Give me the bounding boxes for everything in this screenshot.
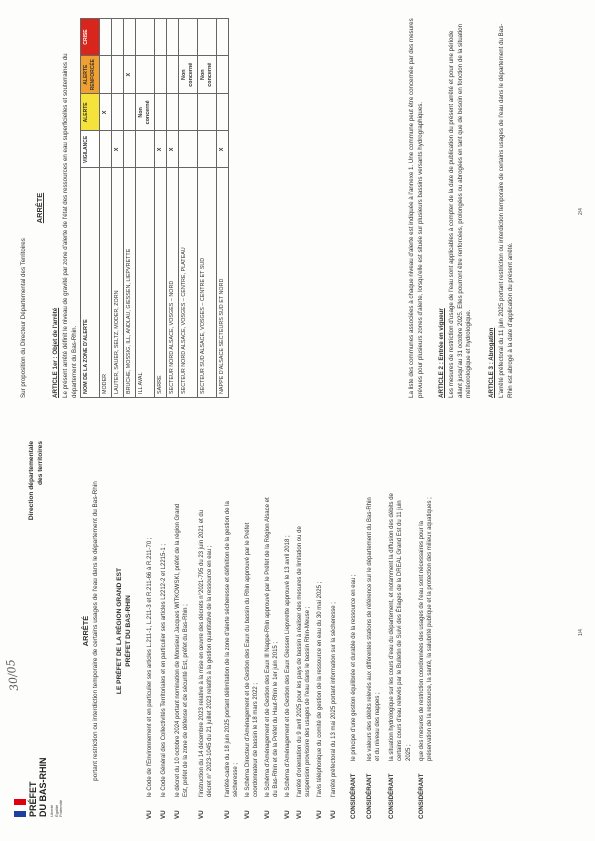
vigilance-cell bbox=[136, 131, 155, 168]
header-alerte-renforcee: ALERTE RENFORCÉE bbox=[81, 56, 100, 94]
alerte-renforcee-cell bbox=[155, 56, 167, 94]
considerant-label: CONSIDÉRANT bbox=[418, 773, 425, 819]
alerte-renforcee-cell bbox=[100, 56, 112, 94]
vu-text: l'arrêté préfectoral du 13 mai 2025 portant information sur la sécheresse ; bbox=[331, 602, 337, 797]
crise-cell bbox=[179, 19, 198, 56]
marianne-flag-icon bbox=[14, 799, 26, 817]
after-table-text: La liste des communes associées à chaque niveau d'alerte est indiquée à l'annexe 1. Une commune peut être concernée par des mesures prévues pour plusieurs zones d'alerte, lorsqu'elle est située sur plusieurs bassins versants hydrographiques. bbox=[408, 18, 424, 398]
vu-text: le Code de l'Environnement et en particulier ses articles L.211-1, L.211-3 et R.211-66 à R.211-70 ; bbox=[147, 537, 153, 797]
authority-line2: PRÉFET DU BAS-RHIN bbox=[124, 595, 132, 667]
crise-cell bbox=[112, 19, 124, 56]
vu-label: VU bbox=[264, 810, 271, 819]
vigilance-cell bbox=[124, 131, 136, 168]
intro: Sur proposition du Directeur Départemental des Territoires bbox=[20, 238, 27, 398]
zone-cell: LAUTER, SAUER, SELTZ, MODER, ZORN bbox=[112, 168, 124, 398]
vigilance-cell: X bbox=[167, 131, 179, 168]
table-header-row bbox=[81, 19, 100, 398]
alerte-renforcee-cell bbox=[112, 56, 124, 94]
alerte-renforcee-cell bbox=[217, 56, 229, 94]
header-crise: CRISE bbox=[81, 19, 100, 56]
zone-cell: SECTEUR NORD ALSACE, VOSGES – CENTRE, PLATEAU bbox=[179, 168, 198, 398]
alerte-cell bbox=[198, 94, 217, 131]
alert-zones-table bbox=[80, 18, 229, 398]
authority bbox=[116, 481, 133, 781]
alerte-cell bbox=[155, 94, 167, 131]
table-row bbox=[136, 19, 155, 398]
article1-text: Le présent arrêté définit le niveau de gravité par zone d'alerte de l'état des ressources en eau superficielles et souterraines du département du Bas-Rhin. bbox=[62, 53, 78, 398]
table-row bbox=[100, 19, 112, 398]
vu-label: VU bbox=[316, 810, 323, 819]
alerte-cell: Non concerné bbox=[136, 94, 155, 131]
left-title: ARRÊTÉ bbox=[81, 615, 90, 647]
alerte-renforcee-cell: Non concerné bbox=[198, 56, 217, 94]
vu-label: VU bbox=[160, 810, 167, 819]
article2-title: ARTICLE 2 : Entrée en vigueur bbox=[438, 308, 445, 398]
vu-label: VU bbox=[244, 810, 251, 819]
table-row bbox=[112, 19, 124, 398]
vu-label: VU bbox=[224, 810, 231, 819]
vu-text: le Schéma d'Aménagement et de Gestion des Eaux Ill Nappe-Rhin approuvé par le Préfet de la Région Alsace et du Bas-Rhin et de la Préfet du Haut-Rhin le 1er juin 2015 ; bbox=[265, 497, 280, 797]
article3-text: L'arrêté préfectoral du 11 juin 2025 portant restriction ou interdiction temporaire de certains usages de l'eau dans le département du Bas-Rhin est abrogé à la date d'application du présent arrêté. bbox=[498, 23, 514, 398]
zone-cell: ILL AVAL bbox=[136, 168, 155, 398]
alerte-cell bbox=[217, 94, 229, 131]
vu-label: VU bbox=[330, 810, 337, 819]
considerant-label: CONSIDÉRANT bbox=[350, 773, 357, 819]
logo-text bbox=[29, 757, 48, 817]
vu-label: VU bbox=[174, 810, 181, 819]
alerte-renforcee-cell: Non concerné bbox=[179, 56, 198, 94]
zone-cell: SARRE bbox=[155, 168, 167, 398]
vu-text: le Code Général des Collectivités Territoriales et en particulier ses articles L2212-2 et L2215-1 ; bbox=[161, 543, 167, 797]
table-row bbox=[217, 19, 229, 398]
motto-2: Égalité bbox=[53, 804, 59, 817]
vu-text: le Schéma d'Aménagement et de Gestion des Eaux Giessen Liepvrette approuvé le 13 avril 2018 ; bbox=[285, 535, 291, 797]
vigilance-cell: X bbox=[217, 131, 229, 168]
vu-label: VU bbox=[296, 810, 303, 819]
motto-3: Fraternité bbox=[58, 799, 64, 817]
header-zone: NOM DE LA ZONE D'ALERTE bbox=[81, 168, 100, 398]
article2-text: Les mesures de restriction d'usage de l'eau sont applicables à compter de la date de publication du présent arrêté et pour une période allant jusqu'au 31 octobre 2025. Elles pourront être renforcées, prolongées ou abrogées en tant que de besoin en fonction de la situation météorologique et hydrologique. bbox=[448, 23, 473, 398]
crise-cell bbox=[167, 19, 179, 56]
zone-cell: BRUCHE, MOSSIG, ILL, ANDLAU, GIESSEN, LIEPVRETTE bbox=[124, 168, 136, 398]
handwritten-note: 30/05 bbox=[3, 658, 22, 692]
authority-line1: LE PRÉFET DE LA RÉGION GRAND EST bbox=[116, 567, 123, 695]
logo-motto bbox=[50, 757, 64, 817]
vigilance-cell bbox=[179, 131, 198, 168]
crise-cell bbox=[136, 19, 155, 56]
header-alerte: ALERTE bbox=[81, 94, 100, 131]
header-vigilance: VIGILANCE bbox=[81, 131, 100, 168]
page-number: 1/4 bbox=[578, 629, 584, 636]
logo-line1: PRÉFET bbox=[28, 781, 38, 817]
page-two bbox=[0, 0, 595, 420]
alerte-cell bbox=[112, 94, 124, 131]
left-subtitle: portant restriction ou interdiction temporaire de certains usages de l'eau dans le département du Bas-Rhin bbox=[92, 481, 99, 781]
page-one bbox=[0, 421, 595, 841]
table-row bbox=[179, 19, 198, 398]
table-row bbox=[155, 19, 167, 398]
direction-line1: Direction départementale bbox=[28, 441, 35, 521]
table-row bbox=[124, 19, 136, 398]
alerte-renforcee-cell bbox=[167, 56, 179, 94]
vigilance-cell bbox=[198, 131, 217, 168]
crise-cell bbox=[124, 19, 136, 56]
considerant-text: le principe d'une gestion équilibrée et durable de la ressource en eau ; bbox=[351, 574, 357, 761]
alerte-renforcee-cell bbox=[136, 56, 155, 94]
vu-text: l'instruction du 14 décembre 2023 relative à la mise en œuvre des décrets n°2021-795 du 23 juin 2021 et du décret n° 2023-1045 du 21 juillet 2023 relatifs à la gestion quantitative de la ressource en eau ; bbox=[199, 509, 214, 797]
considerant-text: les valeurs des débits relevés aux différentes stations de référence sur le département du Bas-Rhin et du niveau des nappes ; bbox=[367, 497, 382, 761]
right-title: ARRÊTE bbox=[35, 192, 44, 224]
table-row bbox=[167, 19, 179, 398]
direction-block bbox=[28, 441, 45, 571]
motto-1: Liberté bbox=[49, 804, 54, 817]
vu-text: le décret du 10 octobre 2024 portant nomination de Monsieur Jacques WITKOWSKI, préfet de la région Grand Est, préfet de la zone de défense et de sécurité Est, préfet du Bas-Rhin ; bbox=[175, 503, 190, 797]
vu-text: le Schéma Directeur d'Aménagement et de Gestion des Eaux du bassin du Rhin approuvé par le Préfet coordonnateur de bassin le 18 mars 2022 ; bbox=[245, 522, 260, 797]
vu-text: l'arrêté-cadre du 18 juin 2025 portant délimitation de la zone d'alerte sécheresse et définition de la gestion de la sécheresse ; bbox=[225, 501, 240, 797]
page-number: 2/4 bbox=[578, 208, 584, 215]
alerte-cell bbox=[124, 94, 136, 131]
vu-label: VU bbox=[146, 810, 153, 819]
zone-cell: SECTEUR SUD ALSACE, VOSGES – CENTRE ET SUD bbox=[198, 168, 217, 398]
zone-cell: SECTEUR NORD ALSACE, VOSGES – NORD bbox=[167, 168, 179, 398]
prefet-logo bbox=[14, 757, 84, 817]
zone-cell: NAPPE D'ALSACE SECTEURS SUD ET NORD bbox=[217, 168, 229, 398]
vu-text: l'arrêté d'orientation du 9 avril 2025 pour les pays de bassin à réaliser des mesures de limitation ou de suspension provisoire des usages de l'eau dans le bassin Rhin-Meuse ; bbox=[297, 526, 312, 797]
vigilance-cell: X bbox=[155, 131, 167, 168]
logo-line2: DU BAS-RHIN bbox=[37, 757, 48, 817]
crise-cell bbox=[100, 19, 112, 56]
article3-title: ARTICLE 3 : Abrogation bbox=[488, 327, 495, 398]
vigilance-cell bbox=[100, 131, 112, 168]
crise-cell bbox=[155, 19, 167, 56]
considerant-label: CONSIDÉRANT bbox=[366, 773, 373, 819]
crise-cell bbox=[198, 19, 217, 56]
vu-label: VU bbox=[284, 810, 291, 819]
vu-text: l'avis téléphonique du comité de gestion de la ressource en eau du 30 mai 2025 ; bbox=[317, 581, 323, 797]
alerte-renforcee-cell: X bbox=[124, 56, 136, 94]
alerte-cell: X bbox=[100, 94, 112, 131]
vigilance-cell: X bbox=[112, 131, 124, 168]
zone-cell: MODER bbox=[100, 168, 112, 398]
crise-cell bbox=[217, 19, 229, 56]
article1-title: ARTICLE 1er : Objet de l'arrêté bbox=[52, 307, 59, 398]
alerte-cell bbox=[167, 94, 179, 131]
considerant-label: CONSIDÉRANT bbox=[388, 773, 395, 819]
table-row bbox=[198, 19, 217, 398]
alerte-cell bbox=[179, 94, 198, 131]
considerant-text: que des mesures de restriction coordonnées des usages de l'eau sont nécessaires pour la préservation de la ressource, la santé, la salubrité publique et la protection des milieux aquatiques ; bbox=[419, 497, 434, 761]
vu-label: VU bbox=[198, 810, 205, 819]
direction-line2: des territoires bbox=[36, 441, 44, 485]
considerant-text: la situation hydrologique sur les cours d'eau du département, et notamment la diffusion des débits de certains cours d'eau relevés par le Bulletin de Suivi des Étiages de la DREAL Grand Est du 11 juin 2025 ; bbox=[389, 493, 412, 761]
